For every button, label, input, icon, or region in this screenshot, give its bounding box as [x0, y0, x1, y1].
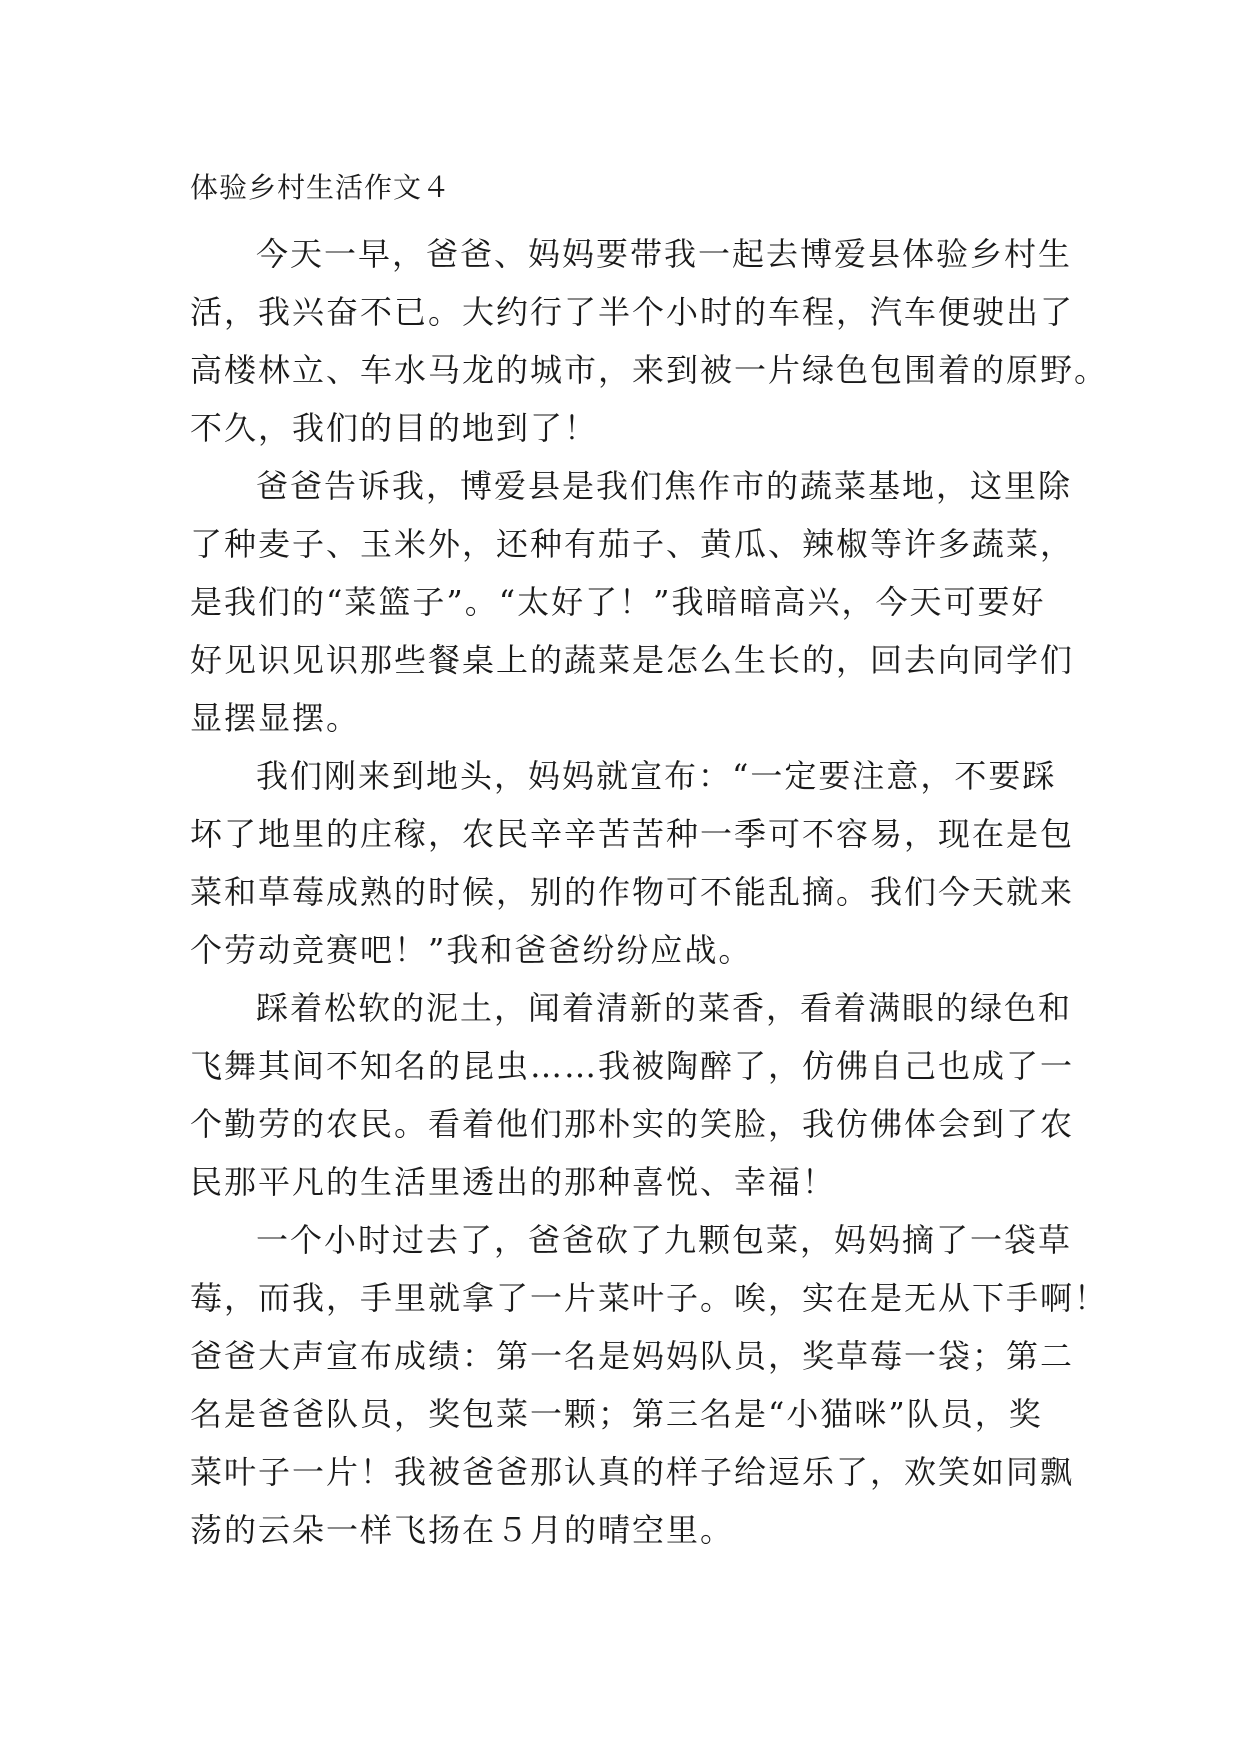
text-line: 飞舞其间不知名的昆虫……我被陶醉了，仿佛自己也成了一 — [190, 1047, 1075, 1085]
text-line: 一个小时过去了，爸爸砍了九颗包菜，妈妈摘了一袋草 — [256, 1221, 1073, 1259]
text-line: 好见识见识那些餐桌上的蔬菜是怎么生长的，回去向同学们 — [190, 641, 1075, 679]
text-line: 荡的云朵一样飞扬在５月的晴空里。 — [190, 1511, 735, 1549]
text-line: 莓，而我，手里就拿了一片菜叶子。唉，实在是无从下手啊！ — [190, 1279, 1109, 1317]
text-line: 个劳动竞赛吧！”我和爸爸纷纷应战。 — [190, 931, 753, 969]
document-title: 体验乡村生活作文４ — [190, 171, 452, 204]
text-line: 爸爸告诉我，博爱县是我们焦作市的蔬菜基地，这里除 — [256, 467, 1073, 505]
text-line: 不久，我们的目的地到了！ — [190, 409, 599, 447]
document-body — [190, 225, 1109, 1559]
text-line: 是我们的“菜篮子”。“太好了！”我暗暗高兴，今天可要好 — [190, 583, 1046, 621]
text-line: 显摆显摆。 — [190, 699, 361, 737]
text-line: 坏了地里的庄稼，农民辛辛苦苦种一季可不容易，现在是包 — [190, 815, 1075, 853]
text-line: 活，我兴奋不已。大约行了半个小时的车程，汽车便驶出了 — [190, 293, 1075, 331]
text-line: 菜和草莓成熟的时候，别的作物可不能乱摘。我们今天就来 — [190, 873, 1075, 911]
text-line: 名是爸爸队员，奖包菜一颗；第三名是“小猫咪”队员，奖 — [190, 1395, 1043, 1433]
text-line: 爸爸大声宣布成绩：第一名是妈妈队员，奖草莓一袋；第二 — [190, 1337, 1075, 1375]
text-line: 高楼林立、车水马龙的城市，来到被一片绿色包围着的原野。 — [190, 351, 1109, 389]
text-line: 今天一早，爸爸、妈妈要带我一起去博爱县体验乡村生 — [256, 235, 1073, 273]
text-line: 踩着松软的泥土，闻着清新的菜香，看着满眼的绿色和 — [256, 989, 1073, 1027]
text-line: 菜叶子一片！我被爸爸那认真的样子给逗乐了，欢笑如同飘 — [190, 1453, 1075, 1491]
text-line: 民那平凡的生活里透出的那种喜悦、幸福！ — [190, 1163, 837, 1201]
text-line: 我们刚来到地头，妈妈就宣布：“一定要注意，不要踩 — [256, 757, 1057, 795]
text-line: 个勤劳的农民。看着他们那朴实的笑脸，我仿佛体会到了农 — [190, 1105, 1075, 1143]
text-line: 了种麦子、玉米外，还种有茄子、黄瓜、辣椒等许多蔬菜， — [190, 525, 1075, 563]
